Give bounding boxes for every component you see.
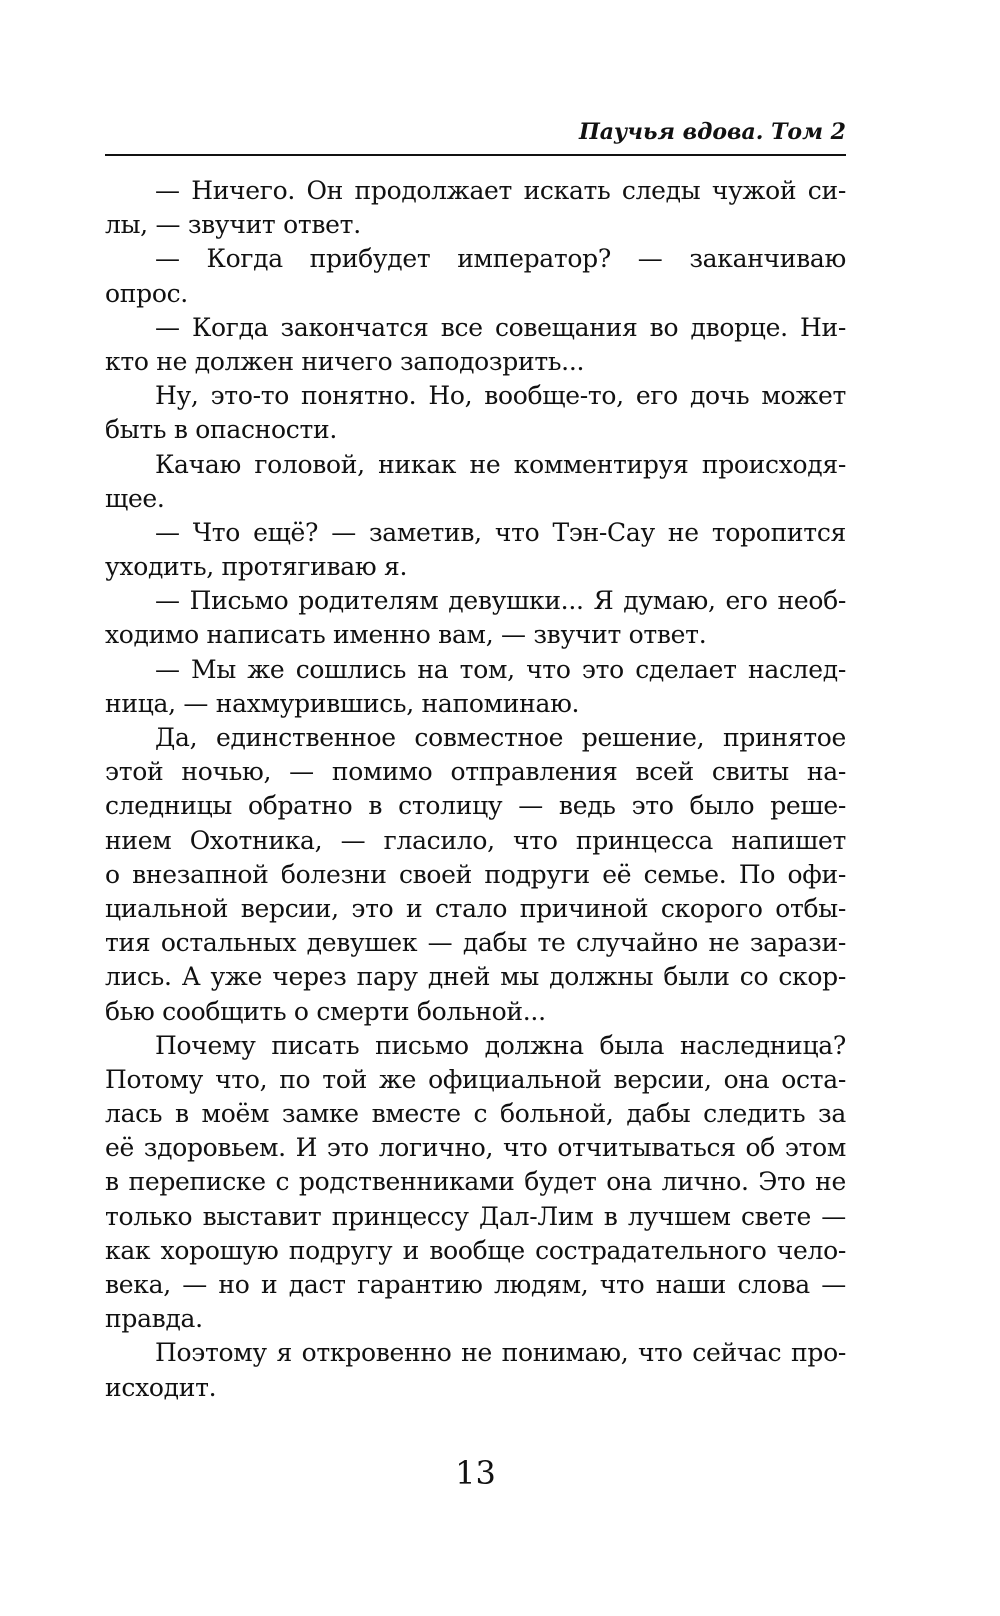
- text-line: как хорошую подругу и вообще сострадательного чело-: [105, 1235, 846, 1265]
- text-line: её здоровьем. И это логично, что отчитываться об этом: [105, 1133, 846, 1163]
- text-line: лась в моём замке вместе с больной, дабы следить за: [105, 1099, 846, 1129]
- text-line: — Что ещё? — заметив, что Тэн-Сау не торопится: [155, 517, 846, 547]
- text-line: следницы обратно в столицу — ведь это было реше-: [105, 791, 846, 821]
- text-line: — Когда закончатся все совещания во дворце. Ни-: [155, 312, 846, 342]
- text-line: ница, — нахмурившись, напоминаю.: [105, 688, 580, 718]
- text-line: Качаю головой, никак не комментируя происходя-: [155, 449, 846, 479]
- text-line: — Мы же сошлись на том, что это сделает наслед-: [155, 654, 846, 684]
- body-text: [105, 174, 846, 1405]
- text-line: века, — но и даст гарантию людям, что наши слова —: [105, 1270, 846, 1299]
- text-line: только выставит принцессу Дал-Лим в лучшем свете —: [105, 1201, 846, 1231]
- text-line: кто не должен ничего заподозрить...: [105, 346, 585, 376]
- text-line: щее.: [105, 483, 165, 513]
- header-rule: [105, 154, 846, 156]
- text-line: бью сообщить о смерти больной...: [105, 996, 546, 1026]
- text-line: Почему писать письмо должна была наследница?: [155, 1030, 846, 1060]
- text-line: о внезапной болезни своей подруги её семье. По офи-: [105, 859, 846, 889]
- text-line: правда.: [105, 1304, 203, 1334]
- text-line: циальной версии, это и стало причиной скорого отбы-: [105, 893, 846, 923]
- text-line: быть в опасности.: [105, 415, 338, 445]
- text-line: лы, — звучит ответ.: [105, 210, 361, 240]
- text-line: этой ночью, — помимо отправления всей свиты на-: [105, 757, 846, 787]
- text-line: исходит.: [105, 1372, 217, 1402]
- text-line: ходимо написать именно вам, — звучит ответ.: [105, 620, 707, 650]
- running-head: Паучья вдова. Том 2: [579, 119, 846, 145]
- text-line: в переписке с родственниками будет она лично. Это не: [105, 1167, 846, 1197]
- text-line: лись. А уже через пару дней мы должны были со скор-: [105, 962, 846, 992]
- text-line: Да, единственное совместное решение, принятое: [155, 723, 846, 752]
- text-line: — Письмо родителям девушки... Я думаю, его необ-: [155, 586, 846, 616]
- text-line: уходить, протягиваю я.: [105, 552, 408, 582]
- text-line: опрос.: [105, 278, 188, 308]
- text-line: Потому что, по той же официальной версии, она оста-: [105, 1064, 846, 1094]
- page-number: 13: [455, 1454, 496, 1492]
- text-line: тия остальных девушек — дабы те случайно не зарази-: [105, 928, 846, 958]
- text-line: нием Охотника, — гласило, что принцесса напишет: [105, 825, 846, 855]
- text-line: Ну, это-то понятно. Но, вообще-то, его дочь может: [155, 381, 846, 411]
- text-line: Поэтому я откровенно не понимаю, что сейчас про-: [155, 1338, 846, 1368]
- text-line: — Когда прибудет император? — заканчиваю: [155, 244, 846, 274]
- text-line: — Ничего. Он продолжает искать следы чужой си-: [155, 176, 846, 205]
